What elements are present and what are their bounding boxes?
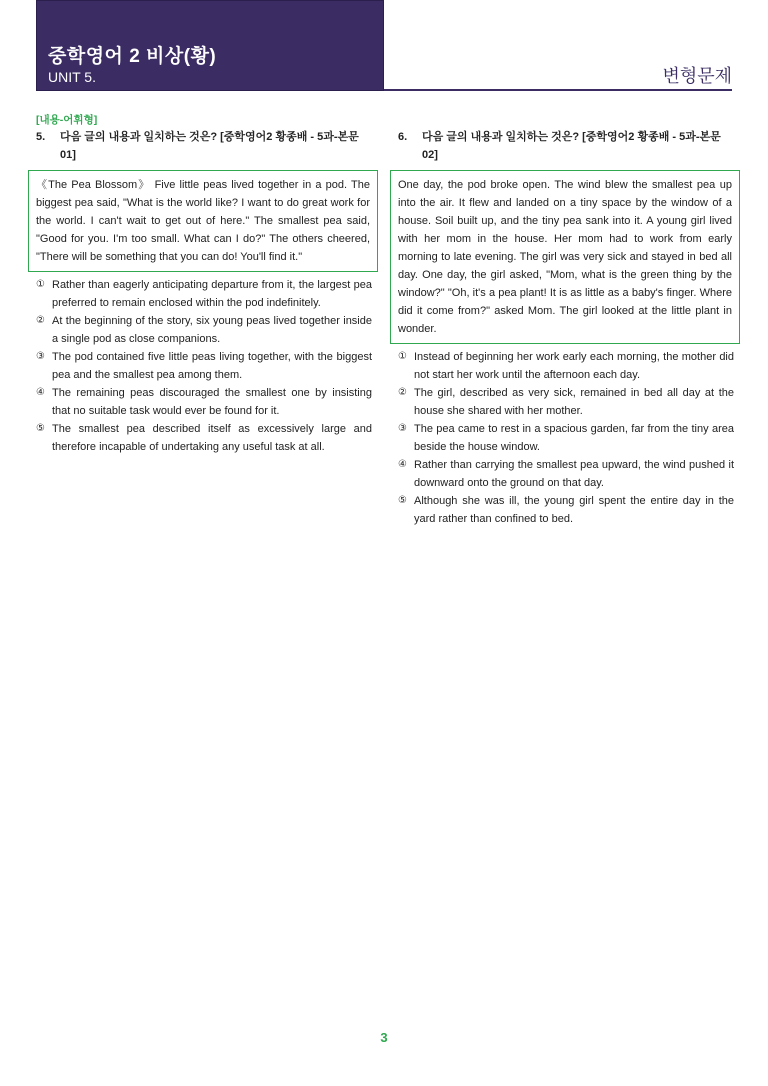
option-text: Rather than eagerly anticipating departure from it, the largest pea preferred to remain enclosed within the pod indefinitely.: [52, 279, 372, 309]
answer-option-2[interactable]: [36, 312, 372, 348]
answer-option-1[interactable]: [398, 348, 734, 384]
option-text: The pod contained five little peas living together, with the biggest pea and the smallest pea among them.: [52, 351, 372, 381]
textbook-title: 중학영어 2 비상(황): [48, 46, 217, 67]
option-text: Instead of beginning her work early each morning, the mother did not start her work until the afternoon each day.: [414, 351, 734, 381]
question-6: [390, 128, 740, 528]
reading-passage: One day, the pod broke open. The wind blew the smallest pea up into the air. It flew and landed on a tiny space by the window of a house. Soil built up, and the tiny pea sank into it. A young girl lived with her mom in the house. Her mom had to work from early morning to late evening. The girl was very sick and stayed in bed all day. One day, the girl asked, "Mom, what is the green thing by the window?" "Oh, it's a pea plant! It is as little as a baby's finger. Where did it come from?" asked Mom. The girl looked at the little plant in wonder.: [390, 170, 740, 344]
option-text: The smallest pea described itself as excessively large and therefore incapable of undertaking any useful task at all.: [52, 423, 372, 453]
option-marker: ③: [36, 351, 45, 362]
option-marker: ④: [398, 459, 407, 470]
option-marker: ①: [36, 279, 45, 290]
option-text: At the beginning of the story, six young peas lived together inside a single pod as close companions.: [52, 315, 372, 345]
answer-option-4[interactable]: [398, 456, 734, 492]
option-marker: ⑤: [398, 495, 407, 506]
question-header: [28, 128, 378, 164]
answer-option-2[interactable]: [398, 384, 734, 420]
question-header: [390, 128, 740, 164]
option-marker: ⑤: [36, 423, 45, 434]
question-prompt: 다음 글의 내용과 일치하는 것은? [중학영어2 황종배 - 5과-본문 02]: [422, 131, 721, 161]
answer-option-3[interactable]: [398, 420, 734, 456]
option-text: The pea came to rest in a spacious garden, far from the tiny area beside the house window.: [414, 423, 734, 453]
answer-options: [28, 276, 378, 456]
question-prompt: 다음 글의 내용과 일치하는 것은? [중학영어2 황종배 - 5과-본문 01]: [60, 131, 359, 161]
section-label: 변형문제: [662, 66, 732, 86]
option-text: Rather than carrying the smallest pea upward, the wind pushed it downward onto the ground on that day.: [414, 459, 734, 489]
option-marker: ④: [36, 387, 45, 398]
answer-option-4[interactable]: [36, 384, 372, 420]
question-category: [내용-어휘형]: [36, 114, 98, 126]
option-text: The remaining peas discouraged the smallest one by insisting that no suitable task would ever be found for it.: [52, 387, 372, 417]
option-text: Although she was ill, the young girl spent the entire day in the yard rather than confined to bed.: [414, 495, 734, 525]
option-marker: ②: [36, 315, 45, 326]
page-number: 3: [380, 1030, 388, 1045]
option-marker: ③: [398, 423, 407, 434]
option-text: The girl, described as very sick, remained in bed all day at the house she shared with her mother.: [414, 387, 734, 417]
answer-options: [390, 348, 740, 528]
answer-option-5[interactable]: [36, 420, 372, 456]
option-marker: ①: [398, 351, 407, 362]
question-number: 6.: [398, 131, 408, 143]
answer-option-5[interactable]: [398, 492, 734, 528]
question-5: [28, 128, 378, 456]
question-number: 5.: [36, 131, 46, 143]
answer-option-3[interactable]: [36, 348, 372, 384]
answer-option-1[interactable]: [36, 276, 372, 312]
reading-passage: 《The Pea Blossom》 Five little peas lived together in a pod. The biggest pea said, "What is the world like? I want to do great work for the world. I can't wait to get out of here." The smallest pea said, "Good for you. I'm too small. What can I do?" The others cheered, "There will be something that you can do! You'll find it.": [28, 170, 378, 272]
header-banner: [36, 0, 384, 91]
option-marker: ②: [398, 387, 407, 398]
unit-label: UNIT 5.: [48, 69, 96, 85]
header-divider: [384, 89, 732, 91]
